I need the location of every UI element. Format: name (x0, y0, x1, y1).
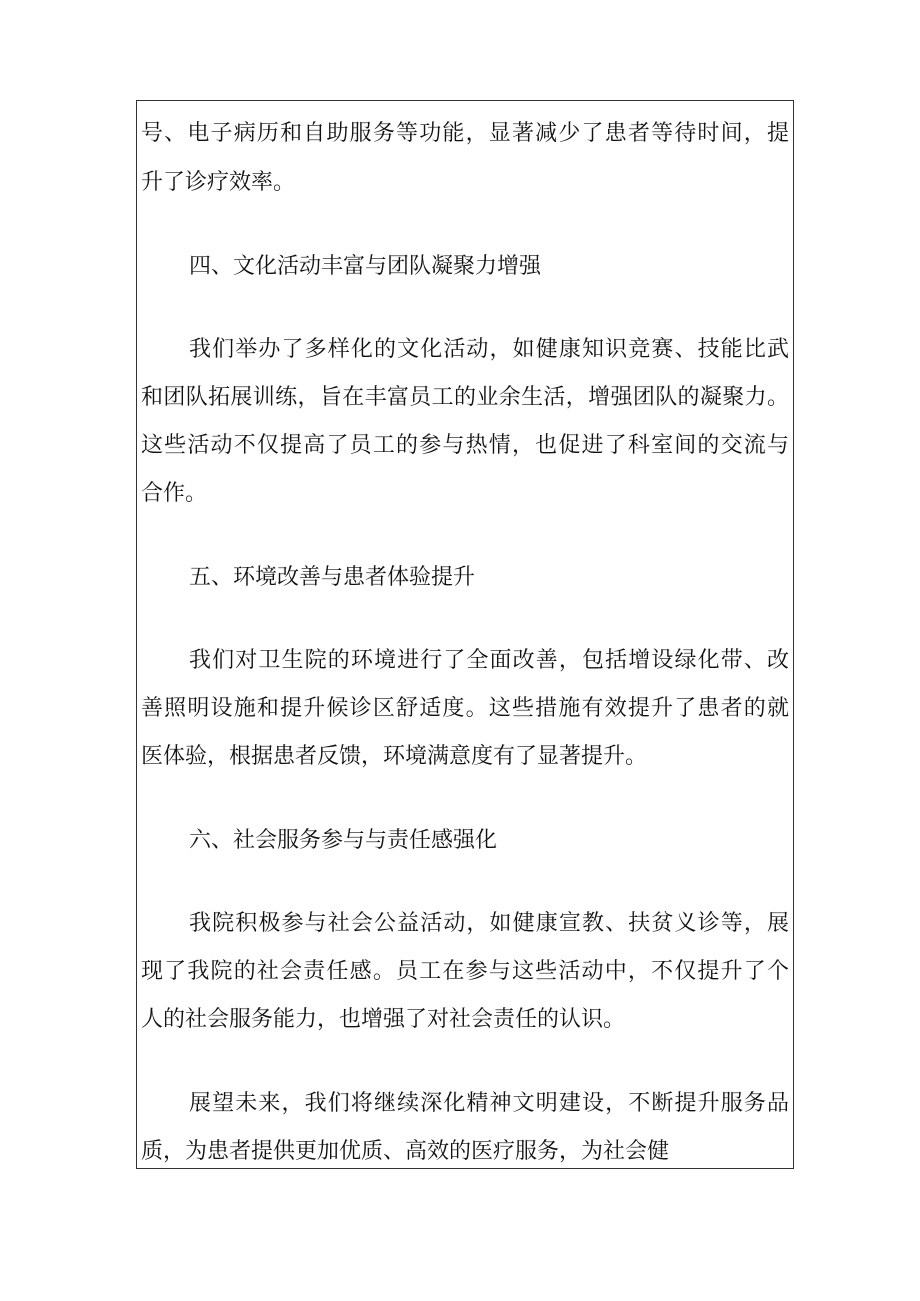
paragraph-line: 合作。 (141, 481, 208, 506)
paragraph-line: 和团队拓展训练，旨在丰富员工的业余生活，增强团队的凝聚力。 (141, 385, 789, 410)
paragraph-line: 我们举办了多样化的文化活动，如健康知识竞赛、技能比武 (189, 337, 789, 362)
section-heading-4: 四、文化活动丰富与团队凝聚力增强 (189, 254, 542, 279)
section-heading-6: 六、社会服务参与与责任感强化 (189, 828, 498, 853)
paragraph-line: 医体验，根据患者反馈，环境满意度有了显著提升。 (141, 744, 648, 769)
paragraph-line: 现了我院的社会责任感。员工在参与这些活动中，不仅提升了个 (141, 959, 789, 984)
paragraph-line: 善照明设施和提升候诊区舒适度。这些措施有效提升了患者的就 (141, 696, 789, 721)
paragraph-line: 号、电子病历和自助服务等功能，显著减少了患者等待时间，提 (141, 121, 789, 146)
paragraph-line: 展望未来，我们将继续深化精神文明建设，不断提升服务品 (189, 1091, 789, 1116)
paragraph-line: 我院积极参与社会公益活动，如健康宣教、扶贫义诊等，展 (189, 911, 789, 936)
paragraph-line: 这些活动不仅提高了员工的参与热情，也促进了科室间的交流与 (141, 433, 789, 458)
section-heading-5: 五、环境改善与患者体验提升 (189, 565, 476, 590)
paragraph-line: 我们对卫生院的环境进行了全面改善，包括增设绿化带、改 (189, 648, 789, 673)
paragraph-line: 人的社会服务能力，也增强了对社会责任的认识。 (141, 1007, 626, 1032)
paragraph-line: 升了诊疗效率。 (141, 170, 296, 195)
paragraph-line: 质，为患者提供更加优质、高效的医疗服务，为社会健 (141, 1139, 670, 1164)
